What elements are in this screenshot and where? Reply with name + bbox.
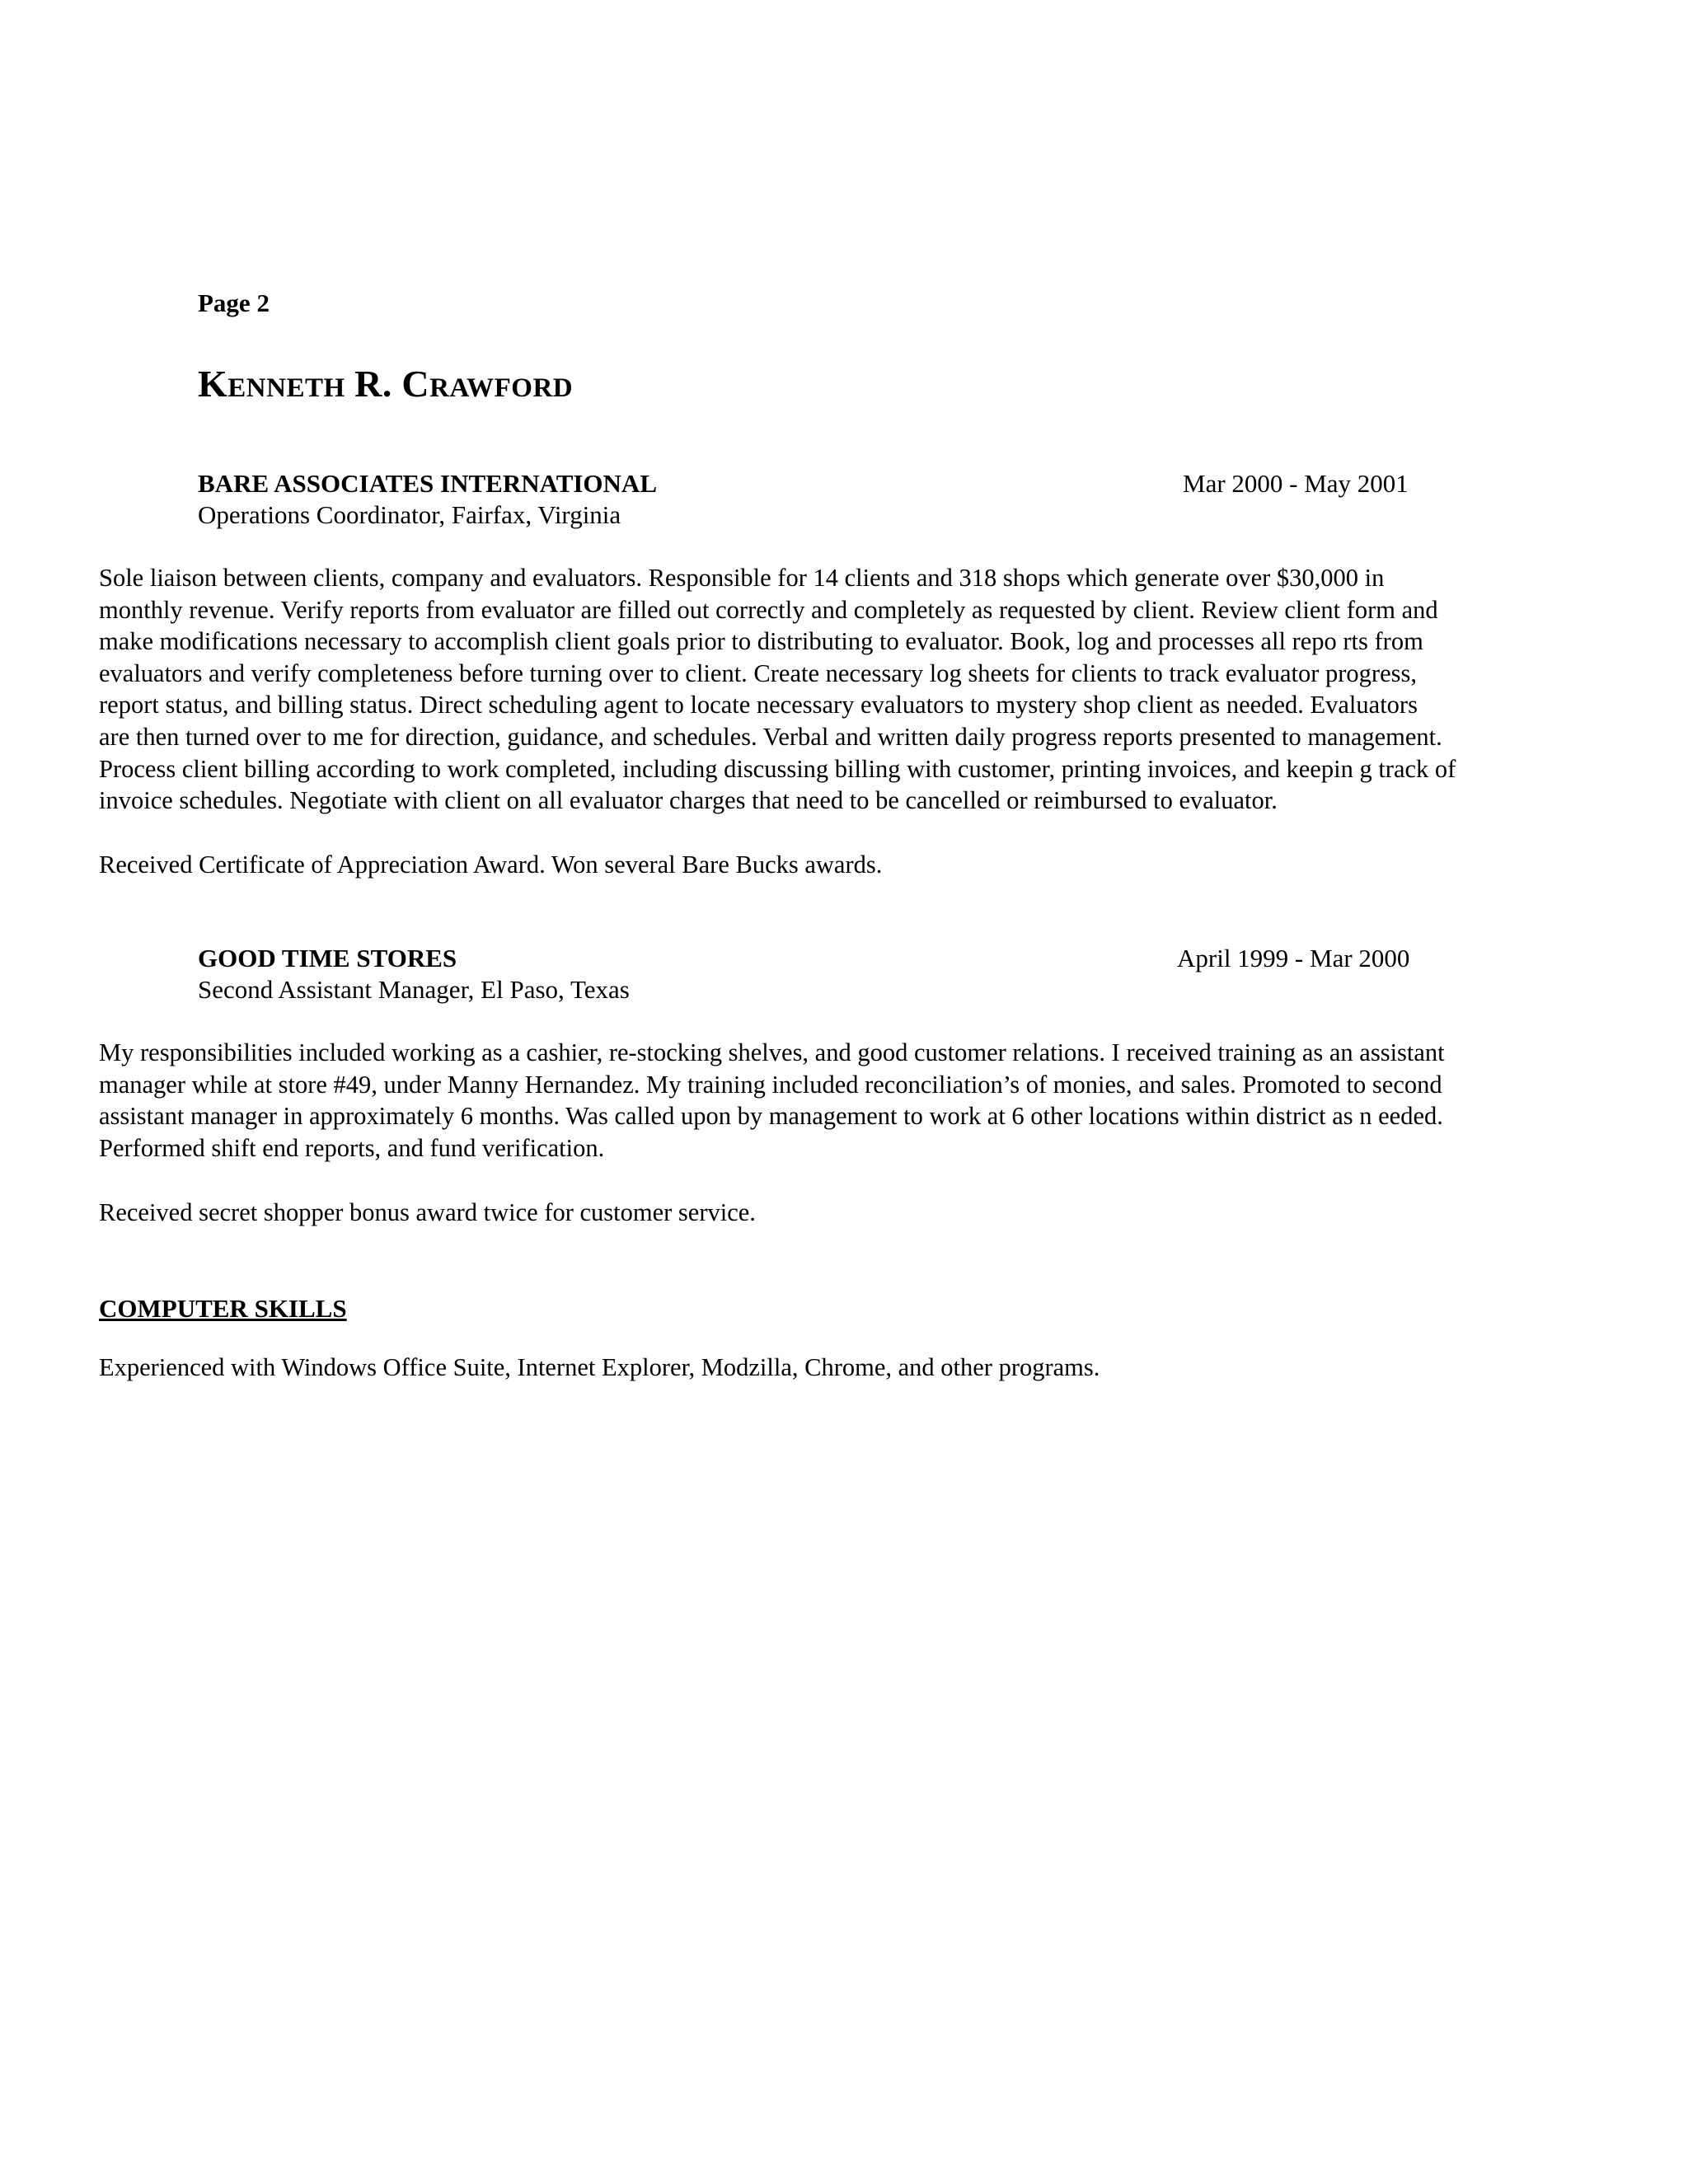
candidate-name <box>198 361 573 411</box>
description-line: Performed shift end reports, and fund verification. <box>99 1133 605 1162</box>
description-line: Process client billing according to work completed, including discussing billing with customer, printing invoices, and keepin g track of <box>99 754 1456 783</box>
page-number-label: Page 2 <box>198 288 270 317</box>
name-first-rest: ENNETH <box>227 373 345 403</box>
name-first-initial: K <box>198 363 228 405</box>
name-last-rest: RAWFORD <box>429 373 574 403</box>
description-line: invoice schedules. Negotiate with client on all evaluator charges that need to be cancelled or reimbursed to evaluator. <box>99 786 1278 815</box>
job-header-good-time-stores <box>198 943 1434 1005</box>
job-description <box>99 1037 1582 1164</box>
description-line: evaluators and verify completeness before turning over to client. Create necessary log sheets for clients to track evaluator progress, <box>99 658 1417 687</box>
job-header-bare-associates <box>198 468 1434 531</box>
skills-text <box>99 1352 1582 1384</box>
skills-line: Experienced with Windows Office Suite, Internet Explorer, Modzilla, Chrome, and other programs. <box>99 1353 1100 1381</box>
job-dates: Mar 2000 - May 2001 <box>1183 469 1409 498</box>
description-line: monthly revenue. Verify reports from evaluator are filled out correctly and completely as requested by client. Review client form and <box>99 595 1438 624</box>
award-text: Received Certificate of Appreciation Award. Won several Bare Bucks awards. <box>99 851 883 879</box>
job-role: Operations Coordinator, Fairfax, Virginia <box>198 500 621 529</box>
job-award <box>99 849 1582 881</box>
award-text: Received secret shopper bonus award twice for customer service. <box>99 1198 756 1226</box>
description-line: assistant manager in approximately 6 months. Was called upon by management to work at 6 other locations within district as n eeded. <box>99 1102 1443 1131</box>
description-line: Sole liaison between clients, company and evaluators. Responsible for 14 clients and 318 shops which generate over $30,000 in <box>99 564 1385 592</box>
job-company: BARE ASSOCIATES INTERNATIONAL <box>198 469 658 498</box>
description-line: manager while at store #49, under Manny Hernandez. My training included reconciliation’s of monies, and sales. Promoted to second <box>99 1070 1442 1099</box>
name-last-initial: C <box>401 363 430 405</box>
job-award <box>99 1197 1582 1229</box>
description-line: report status, and billing status. Direct scheduling agent to locate necessary evaluators to mystery shop client as needed. Evaluators <box>99 691 1418 719</box>
description-line: make modifications necessary to accomplish client goals prior to distributing to evaluator. Book, log and processes all repo rts from <box>99 627 1423 656</box>
job-description <box>99 562 1582 817</box>
job-company: GOOD TIME STORES <box>198 944 457 972</box>
description-line: My responsibilities included working as a cashier, re-stocking shelves, and good customer relations. I received training as an assistant <box>99 1038 1445 1066</box>
description-line: are then turned over to me for direction, guidance, and schedules. Verbal and written daily progress reports presented to management. <box>99 722 1442 751</box>
section-title-computer-skills: COMPUTER SKILLS <box>99 1294 347 1323</box>
name-middle-initial: R. <box>354 363 392 405</box>
job-role: Second Assistant Manager, El Paso, Texas <box>198 975 630 1004</box>
job-dates: April 1999 - Mar 2000 <box>1177 944 1410 972</box>
